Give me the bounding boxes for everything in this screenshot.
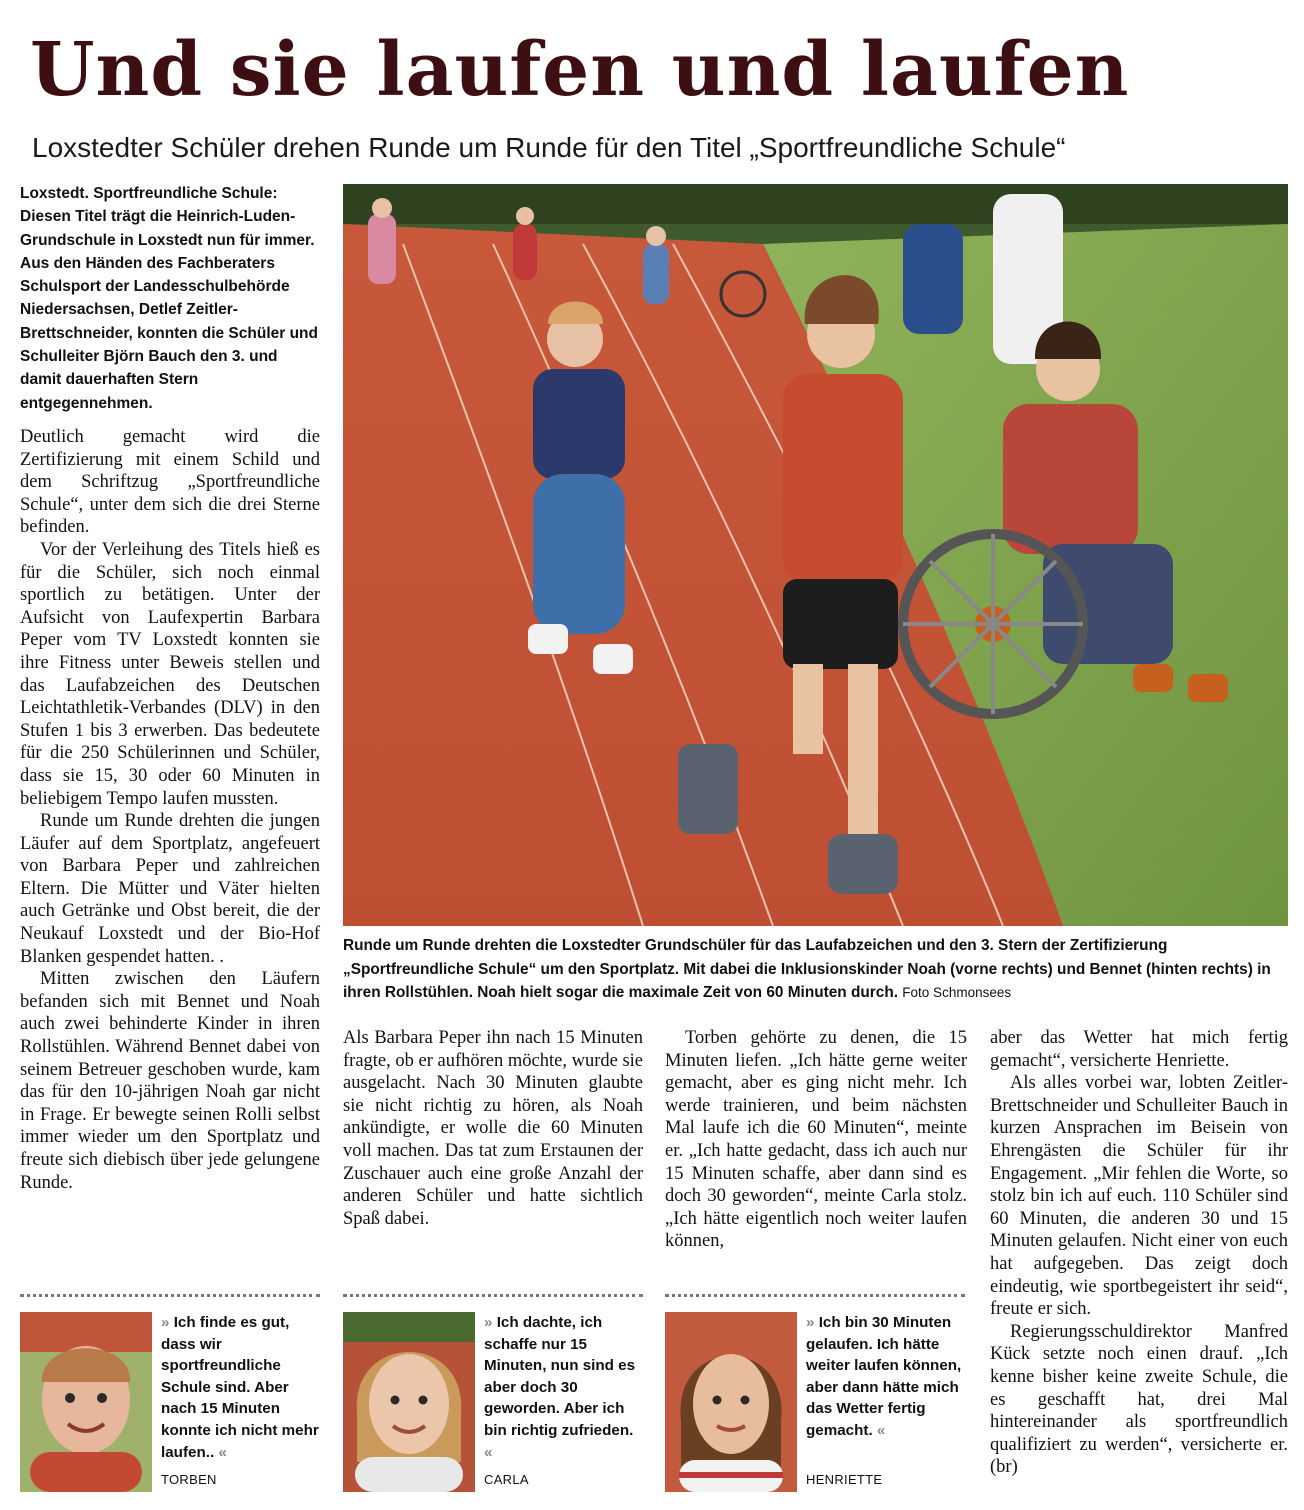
quote-open-mark: » (161, 1314, 170, 1331)
paragraph: aber das Wetter hat mich fertig gemacht“, versicherte Henriette. (990, 1028, 1288, 1071)
quote-body: Ich dachte, ich schaffe nur 15 Minuten, nun sind es aber doch 30 geworden. Aber ich bin richtig zufrieden. (484, 1314, 636, 1439)
article-lead: Loxstedt. Sportfreundliche Schule: Diesen Titel trägt die Heinrich-Luden-Grundschule in Loxstedt nun für immer. Aus den Händen des Fachberaters Schulsport der Landesschulbehörde Niedersachsen, Detlef Zeitler-Brettschneider, konnten die Schüler und Schulleiter Björn Bauch den 3. und damit dauerhaften Stern entgegennehmen. (20, 185, 318, 412)
paragraph: Runde um Runde drehten die jungen Läufer auf dem Sportplatz, angefeuert von Barbara Peper und zahlreichen Eltern. Die Mütter und Väter hielten auch Getränke und Obst bereit, die der Neukauf Loxstedt und der Bio-Hof Blanken gespendet hatten. . (20, 811, 320, 967)
article-column-2 (343, 1027, 643, 1230)
quote-block-torben (20, 1312, 320, 1492)
portrait-photo (20, 1312, 152, 1492)
quote-close-mark: « (484, 1443, 493, 1461)
article-column-4 (990, 1027, 1288, 1479)
quote-open-mark: » (484, 1314, 493, 1331)
quote-author: HENRIETTE (806, 1472, 883, 1487)
quote-author: TORBEN (161, 1472, 217, 1487)
quote-author: CARLA (484, 1472, 529, 1487)
quote-body: Ich bin 30 Minuten gelaufen. Ich hätte weiter laufen können, aber dann hätte mich das Wetter fertig gemacht. (806, 1314, 962, 1439)
portrait-photo (343, 1312, 475, 1492)
caption-text-end: für das Laufabzeichen und den 3. Stern der Zertifizierung „Sportfreundliche Schule“ um den Sportplatz. Mit dabei die Inklusionskinder Noah (vorne rechts) und Bennet (hinten rechts) in ihren Rollstühlen. Noah hielt sogar die maximale Zeit von 60 Minuten durch. (343, 937, 1271, 1002)
quote-close-mark: « (218, 1443, 227, 1461)
quote-text (484, 1312, 644, 1463)
dotted-separator (343, 1294, 643, 1297)
dotted-separator (20, 1294, 320, 1297)
quote-text (161, 1312, 321, 1463)
quote-open-mark: » (806, 1314, 815, 1331)
article-column-1 (20, 426, 320, 1194)
paragraph: Regierungsschuldirektor Manfred Kück setzte noch einen drauf. „Ich kenne bisher keine zweite Schule, die es geschafft hat, drei Mal hintereinander als sportfreundlich qualifiziert zu werden“, versicherte er. (br) (990, 1321, 1288, 1478)
article-headline: Und sie laufen und laufen (30, 27, 1130, 113)
quote-text (806, 1312, 966, 1442)
quote-close-mark: « (876, 1421, 886, 1439)
paragraph: Deutlich gemacht wird die Zertifizierung mit einem Schild und dem Schriftzug „Sportfreundliche Schule“, unter dem sich die drei Sterne befinden. (20, 427, 320, 538)
caption-highlight: Loxstedter Grundschüler (561, 937, 746, 954)
paragraph: Mitten zwischen den Läufern befanden sich mit Bennet und Noah auch zwei behinderte Kinder in ihren Rollstühlen. Während Bennet dabei von seinem Betreuer geschoben wurde, kam das für den 10-jährigen Noah gar nicht in Frage. Er bewegte seinen Rolli selbst immer wieder um den Sportplatz und freute sich diebisch über jede gelungene Runde. (20, 969, 320, 1193)
paragraph: Torben gehörte zu denen, die 15 Minuten liefen. „Ich hätte gerne weiter gemacht, aber es ging nicht mehr. Ich werde trainieren, und beim nächsten Mal laufe ich die 60 Minuten“, meinte er. „Ich hatte gedacht, dass ich auch nur 15 Minuten schaffe, aber dann sind es doch 30 geworden“, meinte Carla stolz. „Ich hätte eigentlich noch weiter laufen können, (665, 1028, 967, 1252)
quote-block-carla (343, 1312, 643, 1492)
portrait-photo (665, 1312, 797, 1492)
paragraph: Als Barbara Peper ihn nach 15 Minuten fragte, ob er aufhören möchte, wurde sie ausgelacht. Nach 30 Minuten glaubte sie nicht richtig zu hören, als Noah ankündigte, er wolle die 60 Minuten voll machen. Das tat zum Erstaunen der Zuschauer auch eine große Anzahl der anderen Schüler und hatte sichtlich Spaß dabei. (343, 1028, 643, 1229)
photo-credit: Foto Schmonsees (902, 985, 1012, 1001)
quote-block-henriette (665, 1312, 965, 1492)
dotted-separator (665, 1294, 965, 1297)
paragraph: Als alles vorbei war, lobten Zeitler-Brettschneider und Schulleiter Bauch in kurzen Ansprachen im Beisein von Ehrengästen die Schüler für ihr Engagement. „Mir fehlen die Worte, so stolz bin ich auf euch. 110 Schüler sind 60 Minuten, die anderen 30 und 15 Minuten gelaufen. Nicht einer von euch hat aufgegeben. Das zeigt doch eindeutig, wie sportbegeistert ihr seid“, freute er sich. (990, 1073, 1288, 1320)
article-subheadline: Loxstedter Schüler drehen Runde um Runde für den Titel „Sportfreundliche Schule“ (32, 132, 1066, 163)
caption-text-start: Runde um Runde drehten die (343, 937, 562, 954)
article-column-3 (665, 1027, 967, 1253)
main-photo (343, 184, 1288, 926)
running-track-photo (343, 184, 1288, 926)
quote-body: Ich finde es gut, dass wir sportfreundliche Schule sind. Aber nach 15 Minuten konnte ich nicht mehr laufen.. (161, 1314, 319, 1461)
photo-caption (343, 934, 1288, 1005)
paragraph: Vor der Verleihung des Titels hieß es für die Schüler, sich noch einmal sportlich zu betätigen. Unter der Aufsicht von Laufexpertin Barbara Peper vom TV Loxstedt konnten sie ihre Fitness unter Beweis stellen und das Laufabzeichen des Deutschen Leichtathletik-Verbandes (DLV) in den Stufen 1 bis 3 erwerben. Das bedeutete für die 250 Schülerinnen und Schüler, dass sie 15, 30 oder 60 Minuten in beliebigem Tempo laufen mussten. (20, 539, 320, 809)
